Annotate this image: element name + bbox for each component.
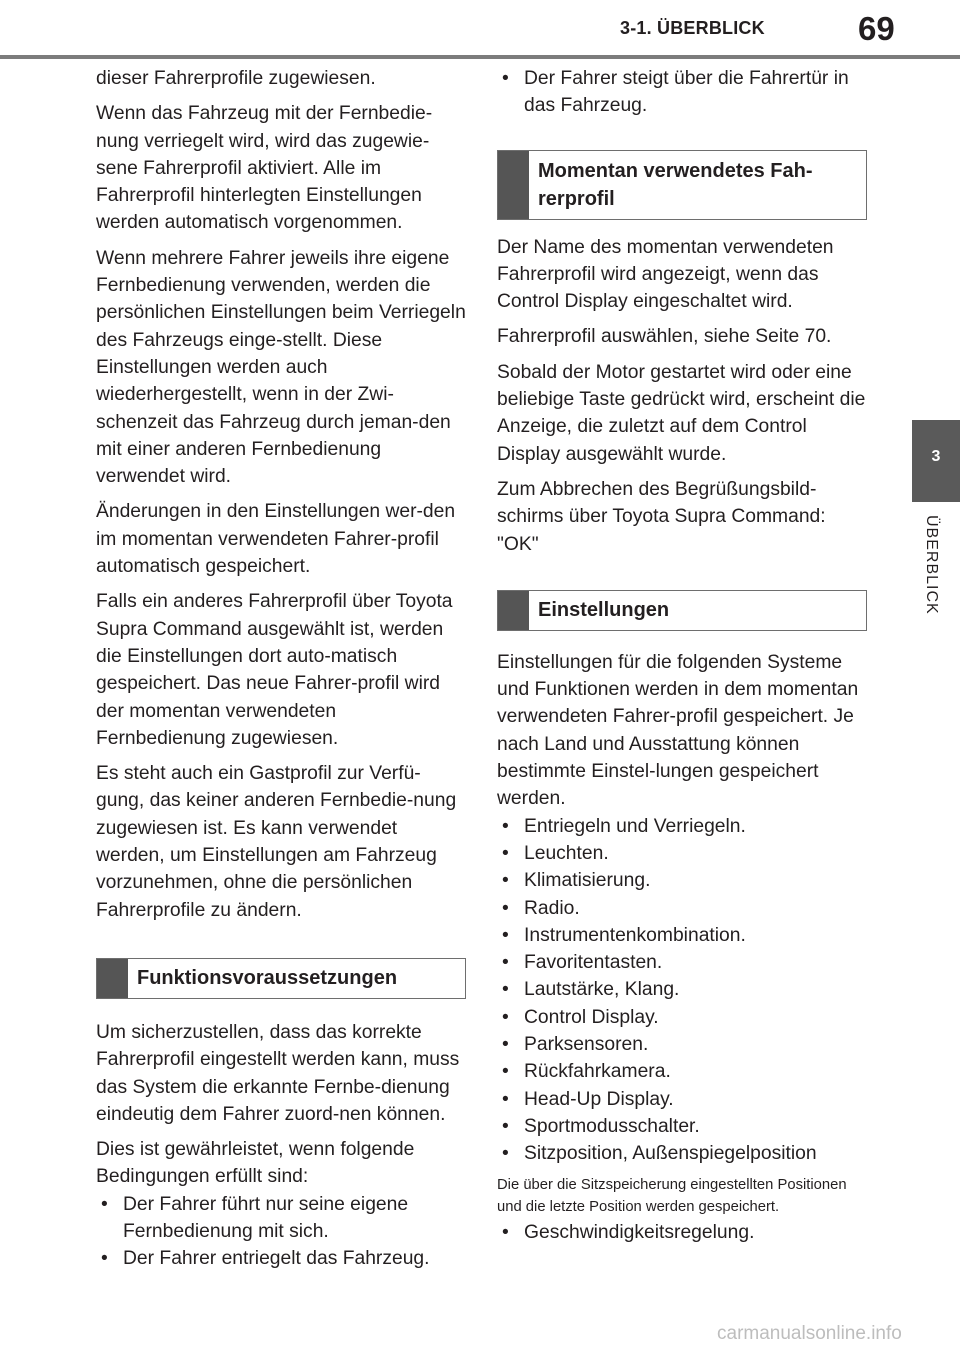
paragraph: dieser Fahrerprofile zugewiesen. bbox=[96, 68, 376, 89]
paragraph: Es steht auch ein Gastprofil zur Verfü-gung, das keiner anderen Fernbedie-nung zugewiesen ist. Es kann verwendet werden, um Einstellungen am Fahrzeug vorzunehmen, ohne die persönlichen Fahrerprofile zu ändern. bbox=[96, 763, 457, 921]
section-heading-settings bbox=[497, 590, 867, 631]
heading-text: Momentan verwendetes Fah-rerprofil bbox=[538, 159, 813, 210]
right-column bbox=[497, 65, 869, 1246]
paragraph: Falls ein anderes Fahrerprofil über Toyota Supra Command ausgewählt ist, werden die Einstellungen dort auto-matisch gespeichert. Das neue Fahrer-profil wird der momentan verwendeten Fernbedienung zugewiesen. bbox=[96, 591, 453, 749]
list-item: • Head-Up Display. bbox=[502, 1088, 674, 1110]
section-heading-requirements bbox=[96, 958, 466, 999]
settings-note: Die über die Sitzspeicherung eingestellten Positionen und die letzte Position werden gespeichert. bbox=[497, 1176, 847, 1215]
paragraph: Wenn das Fahrzeug mit der Fernbedie-nung verriegelt wird, wird das zugewie-sene Fahrerprofil aktiviert. Alle im Fahrerprofil hinterlegten Einstellungen werden automatisch vorgenommen. bbox=[96, 103, 433, 234]
list-item: • Instrumentenkombination. bbox=[502, 924, 746, 946]
paragraph: Sobald der Motor gestartet wird oder eine beliebige Taste gedrückt wird, erscheint die Anzeige, die zuletzt auf dem Control Display ausgewählt wurde. bbox=[497, 361, 866, 465]
requirements-list bbox=[96, 1191, 468, 1273]
page-number: 69 bbox=[858, 10, 895, 47]
list-item: • Geschwindigkeitsregelung. bbox=[502, 1221, 755, 1243]
list-item: • Radio. bbox=[502, 897, 580, 919]
requirements-list-continued bbox=[497, 65, 869, 120]
section-title: 3-1. ÜBERBLICK bbox=[620, 18, 765, 38]
left-column bbox=[96, 65, 468, 1273]
header-rule bbox=[0, 55, 960, 59]
list-item: • Rückfahrkamera. bbox=[502, 1061, 671, 1083]
paragraph: Einstellungen für die folgenden Systeme und Funktionen werden in dem momentan verwendeten Fahrer-profil gespeichert. Je nach Land und Ausstattung können bestimmte Einstel-lungen gespeichert werden. bbox=[497, 651, 859, 810]
heading-bar bbox=[498, 591, 529, 630]
list-item: • Parksensoren. bbox=[502, 1034, 649, 1056]
heading-bar bbox=[498, 151, 529, 219]
paragraph: Der Name des momentan verwendeten Fahrerprofil wird angezeigt, wenn das Control Display eingeschaltet wird. bbox=[497, 236, 834, 313]
settings-list-end bbox=[497, 1219, 869, 1246]
paragraph: Dies ist gewährleistet, wenn folgende Bedingungen erfüllt sind: bbox=[96, 1139, 415, 1188]
list-item: • Der Fahrer führt nur seine eigene Fernbedienung mit sich. bbox=[101, 1193, 409, 1242]
list-item: • Favoritentasten. bbox=[502, 952, 663, 974]
list-item: • Leuchten. bbox=[502, 842, 609, 864]
list-item: • Sportmodusschalter. bbox=[502, 1115, 700, 1137]
list-item: • Sitzposition, Außenspiegelposition bbox=[502, 1143, 817, 1165]
list-item: • Der Fahrer entriegelt das Fahrzeug. bbox=[101, 1248, 430, 1270]
paragraph: Zum Abbrechen des Begrüßungsbild-schirms über Toyota Supra Command: "OK" bbox=[497, 478, 826, 555]
paragraph: Um sicherzustellen, dass das korrekte Fahrerprofil eingestellt werden kann, muss das System die erkannte Fernbe-dienung eindeutig dem Fahrer zuord-nen können. bbox=[96, 1021, 460, 1125]
list-item: • Der Fahrer steigt über die Fahrertür in das Fahrzeug. bbox=[502, 68, 849, 117]
heading-text: Funktionsvoraussetzungen bbox=[137, 967, 398, 990]
list-item: • Klimatisierung. bbox=[502, 870, 651, 892]
paragraph: Änderungen in den Einstellungen wer-den im momentan verwendeten Fahrer-profil automatisch gespeichert. bbox=[96, 501, 456, 578]
heading-text: Einstellungen bbox=[538, 599, 670, 622]
paragraph: Wenn mehrere Fahrer jeweils ihre eigene Fernbedienung verwenden, werden die persönlichen Einstellungen beim Verriegeln des Fahrzeugs einge-stellt. Diese Einstellungen werden auch wiederhergestellt, wenn in der Zwi-schenzeit das Fahrzeug durch jeman-den mit einer anderen Fernbedienung verwendet wird. bbox=[96, 247, 466, 488]
chapter-label: ÜBERBLICK bbox=[923, 515, 940, 615]
section-heading-current-profile bbox=[497, 150, 867, 220]
heading-bar bbox=[97, 959, 128, 998]
watermark: carmanualsonline.info bbox=[717, 1323, 902, 1344]
settings-list bbox=[497, 813, 869, 1168]
paragraph: Fahrerprofil auswählen, siehe Seite 70. bbox=[497, 326, 832, 348]
list-item: • Lautstärke, Klang. bbox=[502, 979, 680, 1001]
list-item: • Control Display. bbox=[502, 1006, 659, 1028]
chapter-number: 3 bbox=[931, 448, 941, 465]
list-item: • Entriegeln und Verriegeln. bbox=[502, 815, 746, 837]
